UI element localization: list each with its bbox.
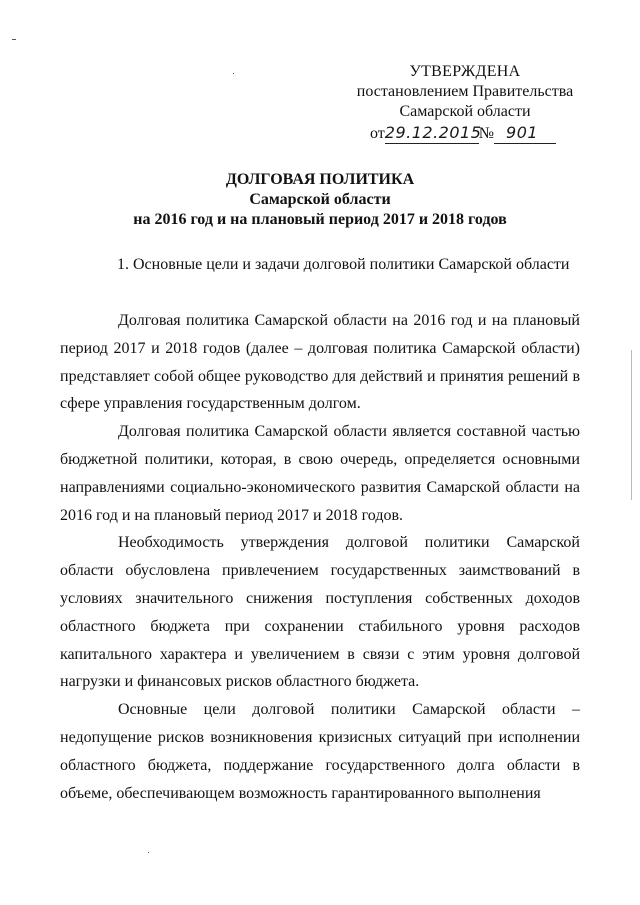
- section-heading: 1. Основные цели и задачи долговой политики Самарской области: [117, 256, 570, 273]
- date-prefix: от: [370, 125, 385, 142]
- scan-speck: [148, 852, 149, 853]
- approval-stamp-block: [350, 62, 580, 144]
- handwritten-date: 29.12.2015: [384, 123, 482, 142]
- body-text: [60, 307, 580, 807]
- approval-heading: УТВЕРЖДЕНА: [409, 63, 521, 80]
- approval-line: постановлением Правительства: [356, 83, 574, 100]
- approval-line: Самарской области: [399, 103, 531, 120]
- paragraph: Основные цели долговой политики Самарской области – недопущение рисков возникновения кризисных ситуаций при исполнении областного бюджета, поддержание государственного долга области в объеме, обеспечивающем возможность гарантированного выполнения: [60, 701, 580, 802]
- title-line: на 2016 год и на плановый период 2017 и 2018 годов: [133, 211, 507, 228]
- paragraph: Необходимость утверждения долговой политики Самарской области обусловлена привлечением государственных заимствований в условиях значительного снижения поступления собственных доходов областного бюджета при сохранении стабильного уровня расходов капитального характера и увеличением в связи с этим уровня долговой нагрузки и финансовых рисков областного бюджета.: [60, 534, 580, 691]
- scan-mark: [12, 39, 16, 40]
- title-line: ДОЛГОВАЯ ПОЛИТИКА: [225, 171, 415, 188]
- scan-speck: [233, 73, 234, 74]
- paragraph: Долговая политика Самарской области является составной частью бюджетной политики, которая, в свою очередь, определяется основными направлениями социально-экономического развития Самарской области на 2016 год и на плановый период 2017 и 2018 годов.: [60, 423, 580, 524]
- number-prefix: №: [478, 125, 495, 142]
- handwritten-number: 901: [494, 123, 556, 144]
- paragraph: Долговая политика Самарской области на 2016 год и на плановый период 2017 и 2018 годов (далее – долговая политика Самарской области) представляет собой общее руководство для действий и принятия решений в сфере управления государственным долгом.: [60, 312, 580, 413]
- document-title: [60, 170, 580, 230]
- scan-edge-shadow: [631, 350, 632, 500]
- approval-date-line: [350, 123, 580, 144]
- title-line: Самарской области: [249, 191, 391, 208]
